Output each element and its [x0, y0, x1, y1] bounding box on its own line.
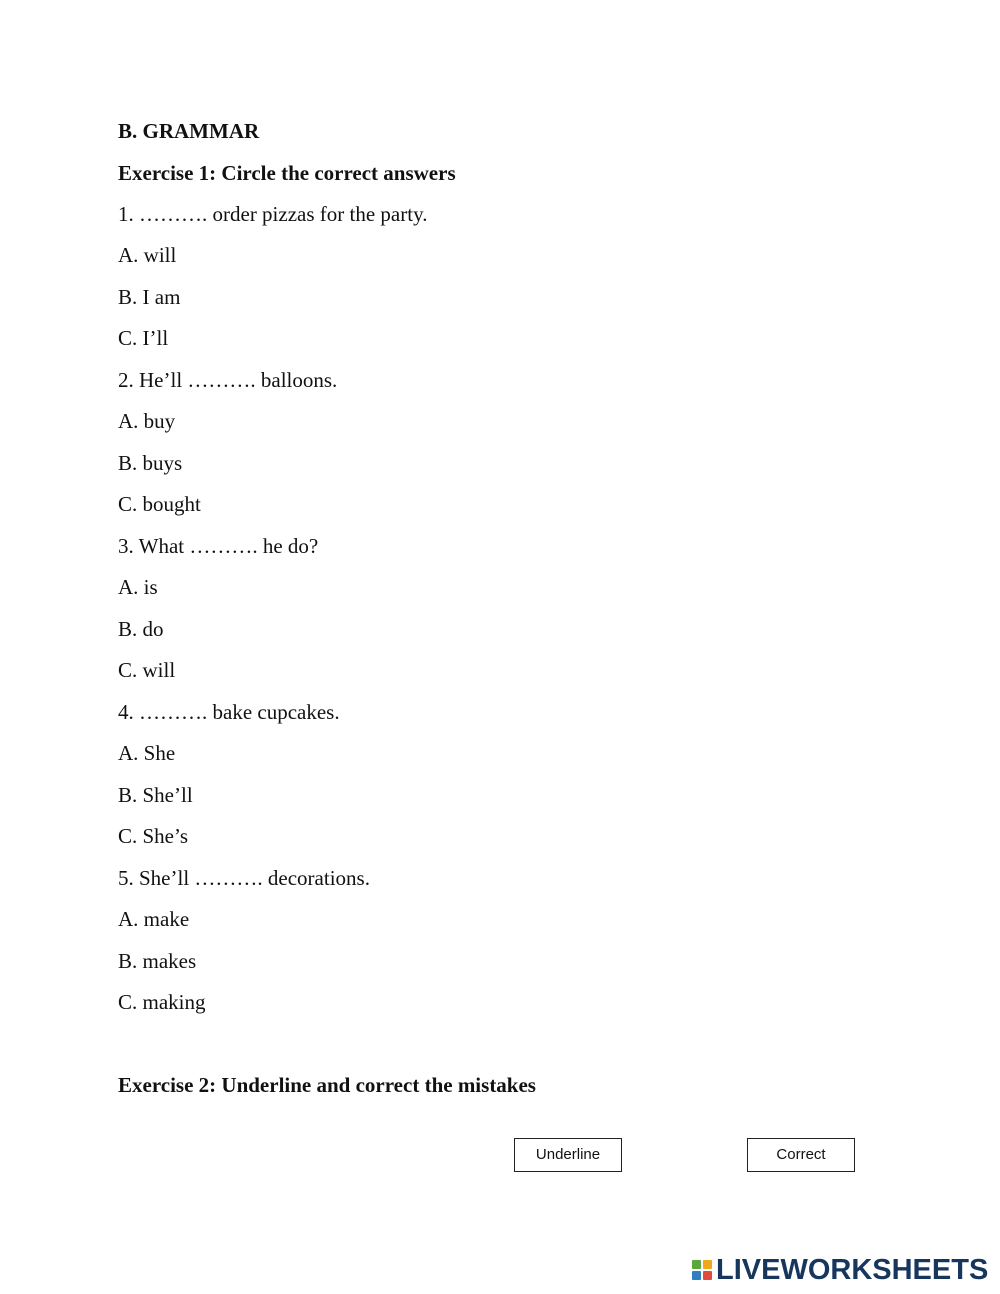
question-1-option-a[interactable]: A. will — [118, 243, 177, 267]
question-3-option-c[interactable]: C. will — [118, 658, 176, 682]
exercise-2-title: Exercise 2: Underline and correct the mistakes — [118, 1073, 536, 1097]
question-5-prompt: 5. She’ll ………. decorations. — [118, 866, 370, 890]
logo-tile-blue — [692, 1271, 701, 1280]
question-5-option-c[interactable]: C. making — [118, 990, 206, 1014]
question-2-option-b[interactable]: B. buys — [118, 451, 183, 475]
liveworksheets-logo-icon — [692, 1258, 714, 1282]
logo-tile-red — [703, 1271, 712, 1280]
question-3-option-a[interactable]: A. is — [118, 575, 158, 599]
question-4-option-a[interactable]: A. She — [118, 741, 176, 765]
exercise-1-title: Exercise 1: Circle the correct answers — [118, 161, 456, 185]
question-5-option-b[interactable]: B. makes — [118, 949, 197, 973]
correct-button[interactable]: Correct — [747, 1138, 855, 1172]
liveworksheets-logo — [692, 1255, 988, 1285]
question-1-option-b[interactable]: B. I am — [118, 285, 181, 309]
question-2-option-a[interactable]: A. buy — [118, 409, 176, 433]
logo-text: LIVEWORKSHEETS — [716, 1254, 989, 1286]
question-1-option-c[interactable]: C. I’ll — [118, 326, 169, 350]
logo-tile-orange — [703, 1260, 712, 1269]
question-2-prompt: 2. He’ll ………. balloons. — [118, 368, 338, 392]
question-4-option-c[interactable]: C. She’s — [118, 824, 189, 848]
underline-button[interactable]: Underline — [514, 1138, 622, 1172]
question-2-option-c[interactable]: C. bought — [118, 492, 201, 516]
question-4-option-b[interactable]: B. She’ll — [118, 783, 193, 807]
question-5-option-a[interactable]: A. make — [118, 907, 190, 931]
question-4-prompt: 4. ………. bake cupcakes. — [118, 700, 340, 724]
section-title: B. GRAMMAR — [118, 119, 260, 143]
logo-tile-green — [692, 1260, 701, 1269]
question-1-prompt: 1. ………. order pizzas for the party. — [118, 202, 428, 226]
question-3-prompt: 3. What ………. he do? — [118, 534, 319, 558]
question-3-option-b[interactable]: B. do — [118, 617, 164, 641]
